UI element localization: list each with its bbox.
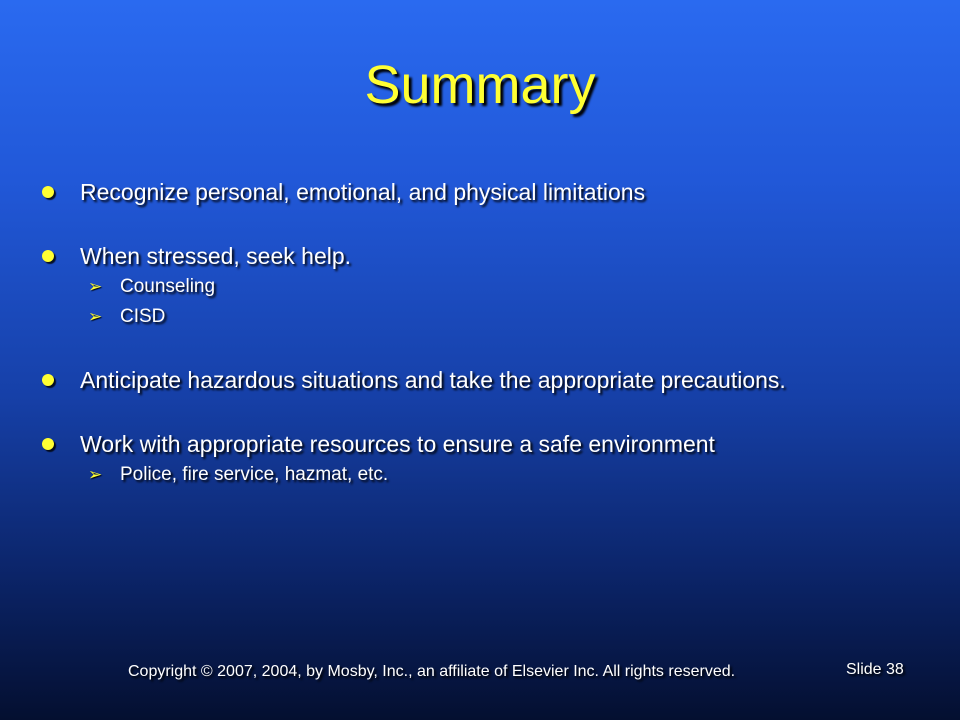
bullet-dot-icon [42, 374, 54, 386]
sub-bullet-text: Police, fire service, hazmat, etc. [120, 464, 389, 485]
bullet-dot-icon [42, 438, 54, 450]
bullet-text: When stressed, seek help. [80, 243, 352, 269]
slide-number: Slide 38 [846, 661, 904, 678]
bullet-item [40, 240, 940, 272]
arrow-bullet-icon: ➢ [88, 465, 103, 484]
bullet-item [40, 364, 940, 396]
bullet-text: Anticipate hazardous situations and take the appropriate precautions. [80, 367, 786, 393]
sub-bullet-text: Counseling [120, 276, 216, 297]
bullet-item [40, 428, 940, 460]
arrow-bullet-icon: ➢ [88, 307, 103, 326]
sub-bullet-item [40, 302, 940, 332]
sub-bullet-text: CISD [120, 306, 166, 327]
sub-bullet-item [40, 272, 940, 302]
bullet-list [40, 176, 940, 490]
bullet-text: Recognize personal, emotional, and physical limitations [80, 179, 646, 205]
sub-bullet-item [40, 460, 940, 490]
bullet-dot-icon [42, 186, 54, 198]
bullet-text: Work with appropriate resources to ensure a safe environment [80, 431, 715, 457]
bullet-item [40, 176, 940, 208]
slide-title: Summary [364, 55, 596, 115]
bullet-dot-icon [42, 250, 54, 262]
arrow-bullet-icon: ➢ [88, 277, 103, 296]
copyright-footer: Copyright © 2007, 2004, by Mosby, Inc., an affiliate of Elsevier Inc. All rights reserved. [128, 663, 736, 680]
